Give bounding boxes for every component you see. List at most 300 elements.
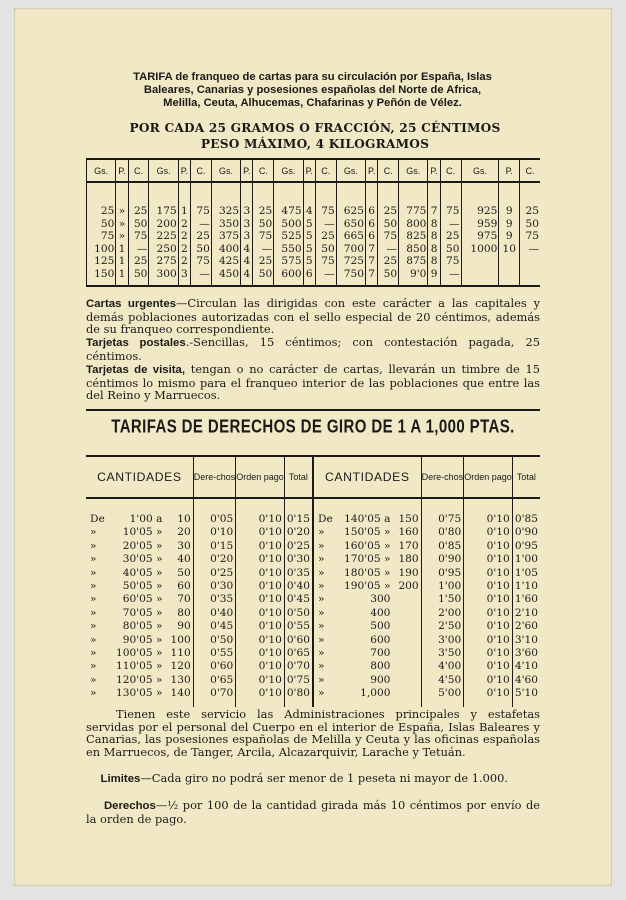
giro-amount: 1,000 [360, 687, 391, 700]
rate-cell: 1 [116, 268, 128, 286]
giro-fee: 0'70 [193, 687, 236, 706]
header-cantidades: CANTIDADES [313, 456, 421, 498]
rate-cell: 75 [440, 255, 461, 268]
rate-cell [499, 255, 520, 268]
rate-row [87, 243, 541, 256]
rate-cell: 3 [178, 268, 190, 286]
giro-amount: 100 [170, 633, 191, 646]
rate-cell: 825 [399, 230, 428, 243]
giro-fee: 0'10 [236, 674, 285, 687]
giro-fee: 0'50 [284, 607, 313, 620]
giro-fee: 0'60 [193, 660, 236, 673]
giro-fee: 0'30 [193, 580, 236, 593]
giro-fee: 0'10 [464, 553, 513, 566]
giro-amount: 40'05 » [122, 566, 163, 579]
giro-fee: 0'90 [421, 553, 464, 566]
rate-cell: 8 [428, 218, 440, 231]
giro-fee: 0'10 [236, 567, 285, 580]
rate-cell: 6 [366, 182, 378, 218]
giro-amount [396, 660, 421, 673]
giro-amount: 700 [370, 647, 391, 660]
giro-amount: 10'05 » [122, 526, 163, 539]
giro-amount: 190 [398, 566, 419, 579]
giro-fee: 4'10 [512, 660, 540, 673]
rate-cell: 400 [211, 243, 240, 256]
giro-prefix: » [313, 647, 342, 660]
rate-cell: 25 [520, 182, 540, 218]
giro-prefix: De [313, 498, 342, 526]
giro-prefix: » [313, 607, 342, 620]
giro-fee: 2'60 [512, 620, 540, 633]
giro-fee: 0'10 [236, 620, 285, 633]
giro-prefix: » [90, 620, 97, 633]
giro-amount: 20'05 » [122, 539, 163, 552]
rate-cell: 25 [378, 255, 399, 268]
postage-rate-table [86, 158, 540, 287]
rate-cell: 25 [315, 230, 336, 243]
giro-row [86, 526, 540, 539]
rate-row [87, 182, 541, 218]
giro-fee: 0'10 [236, 526, 285, 539]
service-note: Tienen este servicio las Administraciones principales y estafetas servidas por el personal del Cuerpo en el interior de España, Islas Baleares y Canarias, las posesiones españolas de Melilla y Ceuta y las oficinas españolas en Marruecos, de Tanger, Arcila, Alcazarquivir, Larache y Tetuán. [86, 707, 540, 759]
giro-amount: 100'05 » [116, 647, 163, 660]
rate-cell: 4 [303, 182, 315, 218]
giro-amount [396, 674, 421, 687]
rate-cell: 9'0 [399, 268, 428, 286]
header-total: Total [512, 456, 540, 498]
giro-fee: 0'35 [284, 567, 313, 580]
giro-fee: 1'00 [512, 553, 540, 566]
rate-cell: 75 [253, 230, 274, 243]
giro-amount: 130'05 » [116, 687, 163, 700]
rate-cell: 1 [178, 182, 190, 218]
giro-row [86, 647, 540, 660]
rate-cell: 850 [399, 243, 428, 256]
title-line: Melilla, Ceuta, Alhucemas, Chafarinas y Peñón de Vélez. [163, 97, 462, 109]
giro-fee: 0'10 [464, 498, 513, 526]
giro-fee: 0'35 [193, 593, 236, 606]
rate-cell: 50 [520, 218, 540, 231]
rate-cell: 50 [128, 218, 149, 231]
rate-cell: 6 [366, 218, 378, 231]
giro-fee: 0'10 [236, 660, 285, 673]
rate-header-cell: Gs. [149, 159, 178, 182]
giro-prefix: » [90, 660, 97, 673]
giro-amount: 150 [398, 513, 419, 525]
rate-cell: 7 [366, 243, 378, 256]
rate-cell: 575 [274, 255, 303, 268]
rate-cell: 425 [211, 255, 240, 268]
rate-cell: 925 [461, 182, 499, 218]
giro-fee: 0'10 [464, 607, 513, 620]
rate-cell: 75 [378, 230, 399, 243]
giro-amount: 130 [170, 673, 191, 686]
rate-cell: 125 [87, 255, 116, 268]
rate-cell: 50 [253, 268, 274, 286]
giro-fee: 0'30 [284, 553, 313, 566]
giro-fee: 1'60 [512, 593, 540, 606]
giro-amount: 140'05 a [344, 513, 391, 525]
rate-cell: — [520, 243, 540, 256]
limits-note [86, 772, 540, 786]
giro-prefix: » [90, 526, 97, 539]
header-orden-pago: Orden pago [464, 456, 513, 498]
rate-cell: 9 [499, 230, 520, 243]
title-line: TARIFA de franqueo de cartas para su circulación por España, Islas [133, 71, 492, 83]
giro-prefix: » [313, 620, 342, 633]
giro-row [86, 567, 540, 580]
rate-header-cell: P. [428, 159, 440, 182]
giro-amount [396, 607, 421, 620]
giro-title: TARIFAS DE DERECHOS DE GIRO DE 1 A 1,000 PTAS. [111, 416, 515, 438]
rate-cell: 75 [191, 255, 212, 268]
giro-prefix: » [90, 580, 97, 593]
giro-amount: 180 [398, 553, 419, 566]
giro-amount: 50 [177, 566, 191, 579]
giro-fee: 4'60 [512, 674, 540, 687]
giro-amount: 10 [177, 513, 191, 525]
rate-header-cell: P. [116, 159, 128, 182]
rate-cell: 8 [428, 255, 440, 268]
rate-header-cell: P. [241, 159, 253, 182]
giro-amount: 1'00 a [129, 513, 163, 525]
giro-amount: 190'05 » [343, 580, 391, 593]
giro-amount: 40 [177, 553, 191, 566]
rate-cell: 300 [149, 268, 178, 286]
giro-amount: 800 [370, 660, 391, 673]
rate-cell: 475 [274, 182, 303, 218]
rate-cell: 6 [303, 268, 315, 286]
rate-cell: 375 [211, 230, 240, 243]
rate-header-cell: C. [191, 159, 212, 182]
giro-amount: 30'05 » [122, 553, 163, 566]
giro-fee: 0'65 [284, 647, 313, 660]
giro-amount: 30 [177, 539, 191, 552]
giro-fee: 0'60 [284, 634, 313, 647]
giro-amount: 110'05 » [116, 660, 163, 673]
rate-header-cell: C. [520, 159, 540, 182]
giro-fee: 1'10 [512, 580, 540, 593]
visiting-cards-label: Tarjetas de visita, [86, 364, 186, 376]
rate-cell: 1 [116, 255, 128, 268]
giro-prefix: » [90, 593, 97, 606]
giro-fee: 0'95 [421, 567, 464, 580]
rate-cell: 4 [241, 268, 253, 286]
giro-fee: 4'00 [421, 660, 464, 673]
rate-header-cell: C. [378, 159, 399, 182]
rate-cell: 50 [440, 243, 461, 256]
giro-fee: 0'10 [236, 593, 285, 606]
giro-fee: 0'70 [284, 660, 313, 673]
giro-amount: 170 [398, 539, 419, 552]
rate-cell: 625 [336, 182, 365, 218]
giro-fee: 0'45 [193, 620, 236, 633]
giro-fee: 0'80 [284, 687, 313, 706]
giro-amount: 180'05 » [343, 566, 391, 579]
rate-cell [520, 268, 540, 286]
rate-cell [499, 268, 520, 286]
rate-row [87, 230, 541, 243]
giro-fee: 3'00 [421, 634, 464, 647]
money-order-table [86, 455, 540, 707]
giro-fee: 2'00 [421, 607, 464, 620]
giro-fee: 0'10 [464, 580, 513, 593]
rate-cell: 25 [378, 182, 399, 218]
giro-amount: 600 [370, 633, 391, 646]
rate-cell: 50 [87, 218, 116, 231]
giro-amount [396, 647, 421, 660]
giro-amount [396, 634, 421, 647]
rate-header-cell: C. [253, 159, 274, 182]
rate-cell: 25 [128, 255, 149, 268]
rate-cell: 875 [399, 255, 428, 268]
giro-amount: 120'05 » [116, 673, 163, 686]
postcards-label: Tarjetas postales [86, 337, 186, 349]
rate-cell: 1000 [461, 243, 499, 256]
rate-cell: 600 [274, 268, 303, 286]
rate-cell: 50 [315, 243, 336, 256]
giro-prefix: » [313, 540, 342, 553]
rate-cell: — [315, 218, 336, 231]
giro-amount: 70'05 » [122, 606, 163, 619]
giro-fee: 0'10 [464, 540, 513, 553]
rate-cell: 2 [178, 255, 190, 268]
rate-cell: » [116, 230, 128, 243]
rate-cell: 75 [440, 182, 461, 218]
giro-fee: 0'10 [193, 526, 236, 539]
giro-fee: 5'10 [512, 687, 540, 706]
rate-cell: 6 [366, 230, 378, 243]
rate-cell: 325 [211, 182, 240, 218]
rate-cell: 50 [378, 268, 399, 286]
rate-header-cell: Gs. [211, 159, 240, 182]
giro-amount: 300 [370, 593, 391, 606]
rate-cell: 25 [191, 230, 212, 243]
rate-cell: 7 [428, 182, 440, 218]
rate-cell: 3 [241, 182, 253, 218]
header-derechos: Dere-chos [421, 456, 464, 498]
rate-cell: — [191, 218, 212, 231]
limits-text: —Cada giro no podrá ser menor de 1 peseta ni mayor de 1.000. [140, 771, 508, 785]
rate-cell: 150 [87, 268, 116, 286]
rate-cell: 5 [303, 218, 315, 231]
giro-prefix: De [90, 513, 105, 525]
giro-prefix: » [90, 539, 97, 552]
giro-amount: 120 [170, 660, 191, 673]
limits-label: Limites [100, 773, 141, 785]
giro-amount: 200 [398, 580, 419, 593]
rate-cell: 665 [336, 230, 365, 243]
giro-row [86, 593, 540, 606]
giro-row [86, 607, 540, 620]
giro-fee: 3'10 [512, 634, 540, 647]
rate-cell: 7 [366, 255, 378, 268]
giro-fee: 3'50 [421, 647, 464, 660]
rate-cell [461, 255, 499, 268]
giro-fee: 0'10 [236, 540, 285, 553]
giro-fee: 0'40 [193, 607, 236, 620]
giro-prefix: » [313, 553, 342, 566]
giro-row [86, 634, 540, 647]
rate-cell: 75 [315, 255, 336, 268]
rate-cell: 8 [428, 230, 440, 243]
giro-amount: 20 [177, 526, 191, 539]
giro-amount [396, 687, 421, 706]
header-derechos: Dere-chos [193, 456, 236, 498]
header-total: Total [284, 456, 313, 498]
rate-cell: 75 [87, 230, 116, 243]
rate-cell: 225 [149, 230, 178, 243]
giro-fee: 0'05 [193, 498, 236, 526]
rate-cell: — [440, 218, 461, 231]
urgent-letters-text: —Circulan las dirigidas con este carácter a las capitales y demás poblaciones autorizadas con el sello especial de 20 céntimos, además de su franqueo correspondiente. [86, 296, 541, 337]
giro-fee: 0'85 [421, 540, 464, 553]
giro-fee: 0'10 [464, 526, 513, 539]
rate-cell: — [191, 268, 212, 286]
giro-amount: 150'05 » [343, 526, 391, 539]
rate-header-cell: Gs. [274, 159, 303, 182]
giro-fee: 0'25 [284, 540, 313, 553]
giro-fee: 0'10 [236, 580, 285, 593]
postcards-text: .-Sencillas, 15 céntimos; con contestación pagada, 25 céntimos. [86, 335, 540, 363]
giro-fee: 1'50 [421, 593, 464, 606]
rate-header-cell: P. [303, 159, 315, 182]
giro-fee: 0'10 [464, 593, 513, 606]
giro-amount [396, 593, 421, 606]
rate-cell: » [116, 182, 128, 218]
rate-cell: 3 [241, 218, 253, 231]
rate-cell: 2 [178, 243, 190, 256]
giro-fee: 2'50 [421, 620, 464, 633]
rate-cell: 1 [116, 243, 128, 256]
giro-fee: 0'10 [464, 687, 513, 706]
max-weight-line: PESO MÁXIMO, 4 KILOGRAMOS [200, 137, 430, 151]
rate-header-cell: P. [366, 159, 378, 182]
tariff-subtitle [80, 120, 550, 152]
giro-fee: 0'10 [464, 567, 513, 580]
rate-header-cell: Gs. [336, 159, 365, 182]
rate-row [87, 268, 541, 286]
giro-fee: 0'80 [421, 526, 464, 539]
giro-prefix: » [313, 660, 342, 673]
rate-cell [461, 268, 499, 286]
giro-fee: 0'75 [421, 498, 464, 526]
rate-cell: 350 [211, 218, 240, 231]
rate-cell: 175 [149, 182, 178, 218]
giro-amount: 50'05 » [122, 580, 163, 593]
giro-amount: 110 [170, 647, 191, 660]
rate-header-cell: Gs. [87, 159, 116, 182]
giro-fee: 0'20 [193, 553, 236, 566]
rate-cell: 550 [274, 243, 303, 256]
rate-header-cell: P. [499, 159, 520, 182]
postcards-note [86, 336, 540, 362]
giro-fee: 0'10 [464, 634, 513, 647]
rate-cell: 2 [178, 230, 190, 243]
rate-cell: 750 [336, 268, 365, 286]
giro-amount: 60 [177, 580, 191, 593]
fees-note [86, 799, 540, 825]
rate-cell: 275 [149, 255, 178, 268]
rate-header-cell: P. [178, 159, 190, 182]
giro-prefix: » [90, 633, 97, 646]
rate-cell: 75 [191, 182, 212, 218]
rate-cell: 959 [461, 218, 499, 231]
giro-prefix: » [90, 647, 97, 660]
giro-prefix: » [90, 673, 97, 686]
giro-prefix: » [313, 567, 342, 580]
giro-amount: 70 [177, 593, 191, 606]
giro-fee: 0'45 [284, 593, 313, 606]
rate-cell [520, 255, 540, 268]
giro-prefix: » [313, 634, 342, 647]
rate-cell: 775 [399, 182, 428, 218]
giro-fee: 0'55 [284, 620, 313, 633]
giro-fee: 0'10 [236, 634, 285, 647]
visiting-cards-note [86, 363, 540, 402]
giro-fee: 0'20 [284, 526, 313, 539]
rate-cell: 250 [149, 243, 178, 256]
giro-amount: 170'05 » [343, 553, 391, 566]
rate-cell: 500 [274, 218, 303, 231]
rate-cell: 25 [440, 230, 461, 243]
rate-cell: — [315, 268, 336, 286]
giro-fee: 0'10 [236, 687, 285, 706]
rate-cell: 725 [336, 255, 365, 268]
giro-prefix: » [90, 553, 97, 566]
giro-amount [396, 620, 421, 633]
giro-amount: 140 [170, 687, 191, 700]
giro-fee: 0'25 [193, 567, 236, 580]
rate-cell: 975 [461, 230, 499, 243]
rate-cell: 700 [336, 243, 365, 256]
rate-cell: 25 [128, 182, 149, 218]
giro-fee: 0'90 [512, 526, 540, 539]
rate-cell: — [378, 243, 399, 256]
giro-row [86, 553, 540, 566]
rate-cell: 4 [241, 255, 253, 268]
rate-cell: 800 [399, 218, 428, 231]
giro-amount: 60'05 » [122, 593, 163, 606]
rate-cell: 50 [191, 243, 212, 256]
rate-cell: 10 [499, 243, 520, 256]
urgent-letters-label: Cartas urgentes [86, 298, 176, 310]
rate-cell: 200 [149, 218, 178, 231]
rate-cell: » [116, 218, 128, 231]
giro-amount: 500 [370, 620, 391, 633]
giro-row [86, 687, 540, 706]
giro-row [86, 660, 540, 673]
rate-cell: 5 [303, 243, 315, 256]
giro-fee: 0'95 [512, 540, 540, 553]
giro-amount: 900 [370, 673, 391, 686]
giro-prefix: » [90, 687, 97, 700]
giro-amount: 90'05 » [122, 633, 163, 646]
giro-row [86, 620, 540, 633]
rate-cell: 4 [241, 243, 253, 256]
giro-fee: 5'00 [421, 687, 464, 706]
rate-cell: 50 [253, 218, 274, 231]
giro-fee: 0'50 [193, 634, 236, 647]
section-divider [86, 409, 540, 411]
giro-fee: 0'85 [512, 498, 540, 526]
rate-header-cell: Gs. [399, 159, 428, 182]
rate-cell: 100 [87, 243, 116, 256]
giro-prefix: » [313, 687, 342, 706]
rate-cell: 3 [241, 230, 253, 243]
giro-prefix: » [313, 674, 342, 687]
rate-cell: 9 [499, 182, 520, 218]
